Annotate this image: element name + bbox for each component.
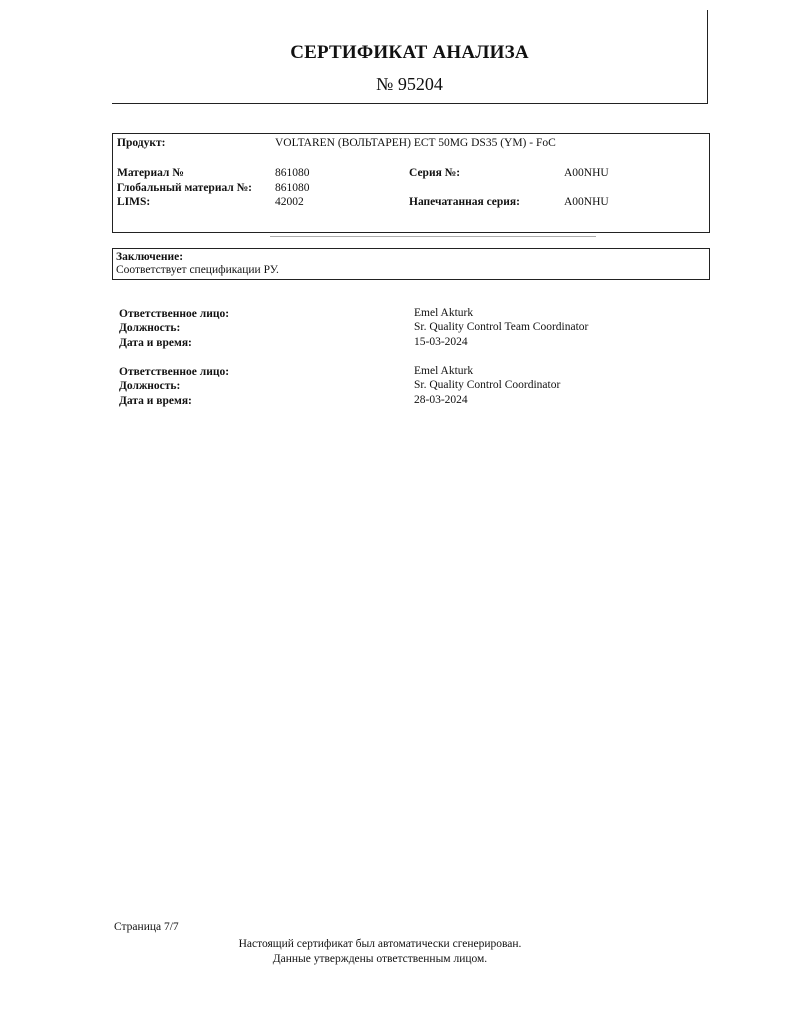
responsible-person-label: Ответственное лицо: xyxy=(119,308,230,320)
position-label: Должность: xyxy=(119,380,181,392)
position-value: Sr. Quality Control Team Coordinator xyxy=(414,321,589,333)
material-label: Материал № xyxy=(117,167,184,179)
divider xyxy=(270,236,596,237)
series-label: Серия №: xyxy=(409,167,461,179)
responsible-person-value: Emel Akturk xyxy=(414,307,474,319)
page-number: Страница 7/7 xyxy=(114,921,179,933)
product-label: Продукт: xyxy=(117,137,166,149)
printed-series-value: A00NHU xyxy=(564,196,609,208)
series-value: A00NHU xyxy=(564,167,609,179)
responsible-person-label: Ответственное лицо: xyxy=(119,366,230,378)
position-value: Sr. Quality Control Coordinator xyxy=(414,379,561,391)
footer-note-line2: Данные утверждены ответственным лицом. xyxy=(272,953,488,965)
conclusion-label: Заключение: xyxy=(116,251,184,263)
datetime-value: 15-03-2024 xyxy=(414,336,468,348)
lims-value: 42002 xyxy=(275,196,304,208)
certificate-number: № 95204 xyxy=(376,74,443,94)
position-label: Должность: xyxy=(119,322,181,334)
material-value: 861080 xyxy=(275,167,310,179)
conclusion-text: Соответствует спецификации РУ. xyxy=(116,264,279,276)
document-title: СЕРТИФИКАТ АНАЛИЗА xyxy=(290,42,529,63)
datetime-label: Дата и время: xyxy=(119,337,192,349)
global-material-value: 861080 xyxy=(275,182,310,194)
footer-note-line1: Настоящий сертификат был автоматически сгенерирован. xyxy=(238,938,522,950)
product-value: VOLTAREN (ВОЛЬТАРЕН) ECT 50MG DS35 (YM) - FoC xyxy=(275,137,556,149)
printed-series-label: Напечатанная серия: xyxy=(409,196,520,208)
lims-label: LIMS: xyxy=(117,196,151,208)
responsible-person-value: Emel Akturk xyxy=(414,365,474,377)
datetime-label: Дата и время: xyxy=(119,395,192,407)
datetime-value: 28-03-2024 xyxy=(414,394,468,406)
global-material-label: Глобальный материал №: xyxy=(117,182,253,194)
